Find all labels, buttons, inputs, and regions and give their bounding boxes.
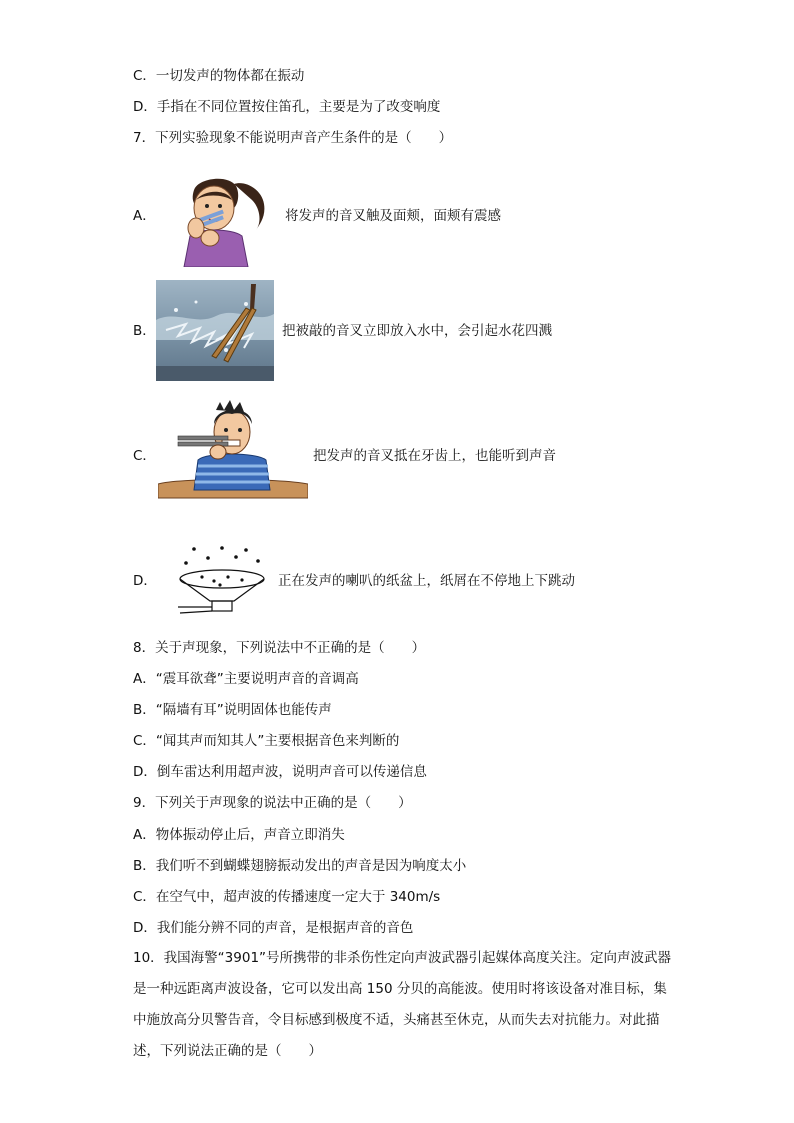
q8-stem: 8．关于声现象，下列说法中不正确的是（ ） (133, 640, 426, 656)
q7-option-a-text: 将发声的音叉触及面颊，面颊有震感 (285, 208, 501, 224)
q7-option-d-letter: D． (133, 573, 157, 589)
q8-option-c: C．“闻其声而知其人”主要根据音色来判断的 (133, 733, 400, 749)
q6-option-c: C．一切发声的物体都在振动 (133, 68, 305, 84)
q7-option-b-letter: B． (133, 323, 156, 339)
q6-option-d: D．手指在不同位置按住笛孔，主要是为了改变响度 (133, 99, 441, 115)
q9-option-d: D．我们能分辨不同的声音，是根据声音的音色 (133, 920, 414, 936)
girl-tuning-fork-cheek-image (176, 172, 276, 267)
speaker-paper-scraps-diagram (172, 545, 272, 617)
q9-option-c: C．在空气中，超声波的传播速度一定大于 340m/s (133, 889, 441, 905)
q7-option-c-letter: C． (133, 448, 156, 464)
q8-option-a: A．“震耳欲聋”主要说明声音的音调高 (133, 671, 359, 687)
q7-option-d-text: 正在发声的喇叭的纸盆上，纸屑在不停地上下跳动 (278, 573, 575, 589)
boy-tuning-fork-teeth-image (158, 398, 308, 500)
q7-option-a-letter: A． (133, 208, 156, 224)
tuning-fork-water-photo (156, 280, 274, 381)
q7-stem: 7．下列实验现象不能说明声音产生条件的是（ ） (133, 130, 453, 146)
q8-option-b: B．“隔墙有耳”说明固体也能传声 (133, 702, 332, 718)
q9-option-a: A．物体振动停止后，声音立即消失 (133, 827, 345, 843)
q7-option-c-text: 把发声的音叉抵在牙齿上，也能听到声音 (313, 448, 556, 464)
q8-option-d: D．倒车雷达利用超声波，说明声音可以传递信息 (133, 764, 427, 780)
q10-stem: 10．我国海警“3901”号所携带的非杀伤性定向声波武器引起媒体高度关注。定向声波武器是一种远距离声波设备，它可以发出高 150 分贝的高能波。使用时将该设备对准目标，集中施放高分贝警告音，令目标感到极度不适，头痛甚至休克，从而失去对抗能力。对此描述，下列说法正确的是（ ） (133, 950, 672, 1059)
q9-option-b: B．我们听不到蝴蝶翅膀振动发出的声音是因为响度太小 (133, 858, 467, 874)
q7-option-b-text: 把被敲的音叉立即放入水中，会引起水花四溅 (282, 323, 552, 339)
q9-stem: 9．下列关于声现象的说法中正确的是（ ） (133, 795, 412, 811)
